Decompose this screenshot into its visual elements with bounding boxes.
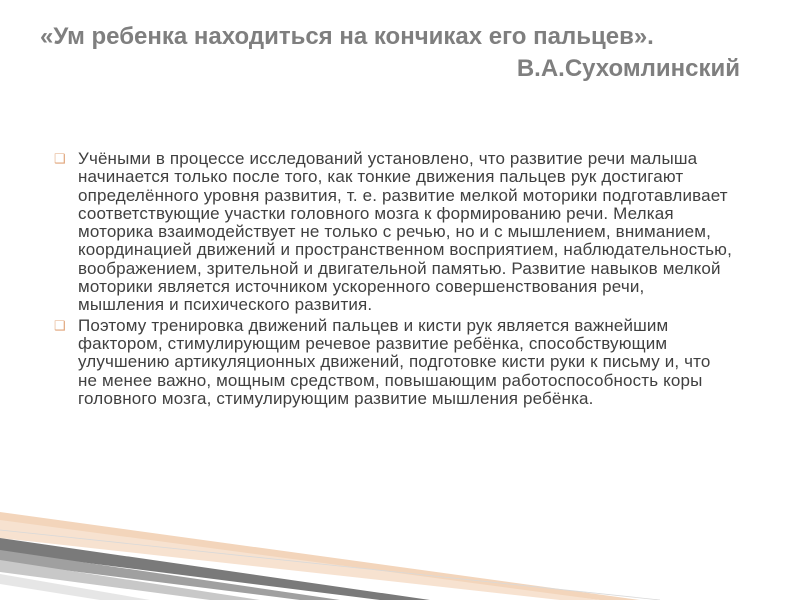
- quote-author: В.А.Сухомлинский: [516, 55, 740, 82]
- decorative-stripes: [0, 490, 800, 600]
- slide-body: [52, 150, 734, 410]
- quote-text: «Ум ребенка находиться на кончиках его пальцев».: [40, 23, 654, 50]
- bullet-paragraph-1: [52, 150, 734, 315]
- bullet-icon: ❑: [54, 317, 66, 333]
- paragraph-text: Учёными в процессе исследований установлено, что развитие речи малыша начинается только после того, как тонкие движения пальцев рук достигают определённого уровня развития, т. е. развитие мелкой моторики подготавливает соответствующие участки головного мозга к формированию речи. Мелкая моторика взаимодействует не только с речью, но и с мышлением, вниманием, координацией движений и пространственном восприятием, наблюдательностью, воображением, зрительной и двигательной памятью. Развитие навыков мелкой моторики является источником ускоренного совершенствования речи, мышления и психического развития.: [78, 149, 732, 315]
- bullet-icon: ❑: [54, 151, 66, 166]
- paragraph-text: Поэтому тренировка движений пальцев и кисти рук является важнейшим фактором, стимулирующим речевое развитие ребёнка, способствующим улучшению артикуляционных движений, подготовке кисти руки к письму и, что не менее важно, мощным средством, повышающим работоспособность коры головного мозга, стимулирующим развитие мышления ребёнка.: [78, 315, 711, 408]
- bullet-paragraph-2: [52, 317, 734, 408]
- slide-title: [40, 22, 740, 84]
